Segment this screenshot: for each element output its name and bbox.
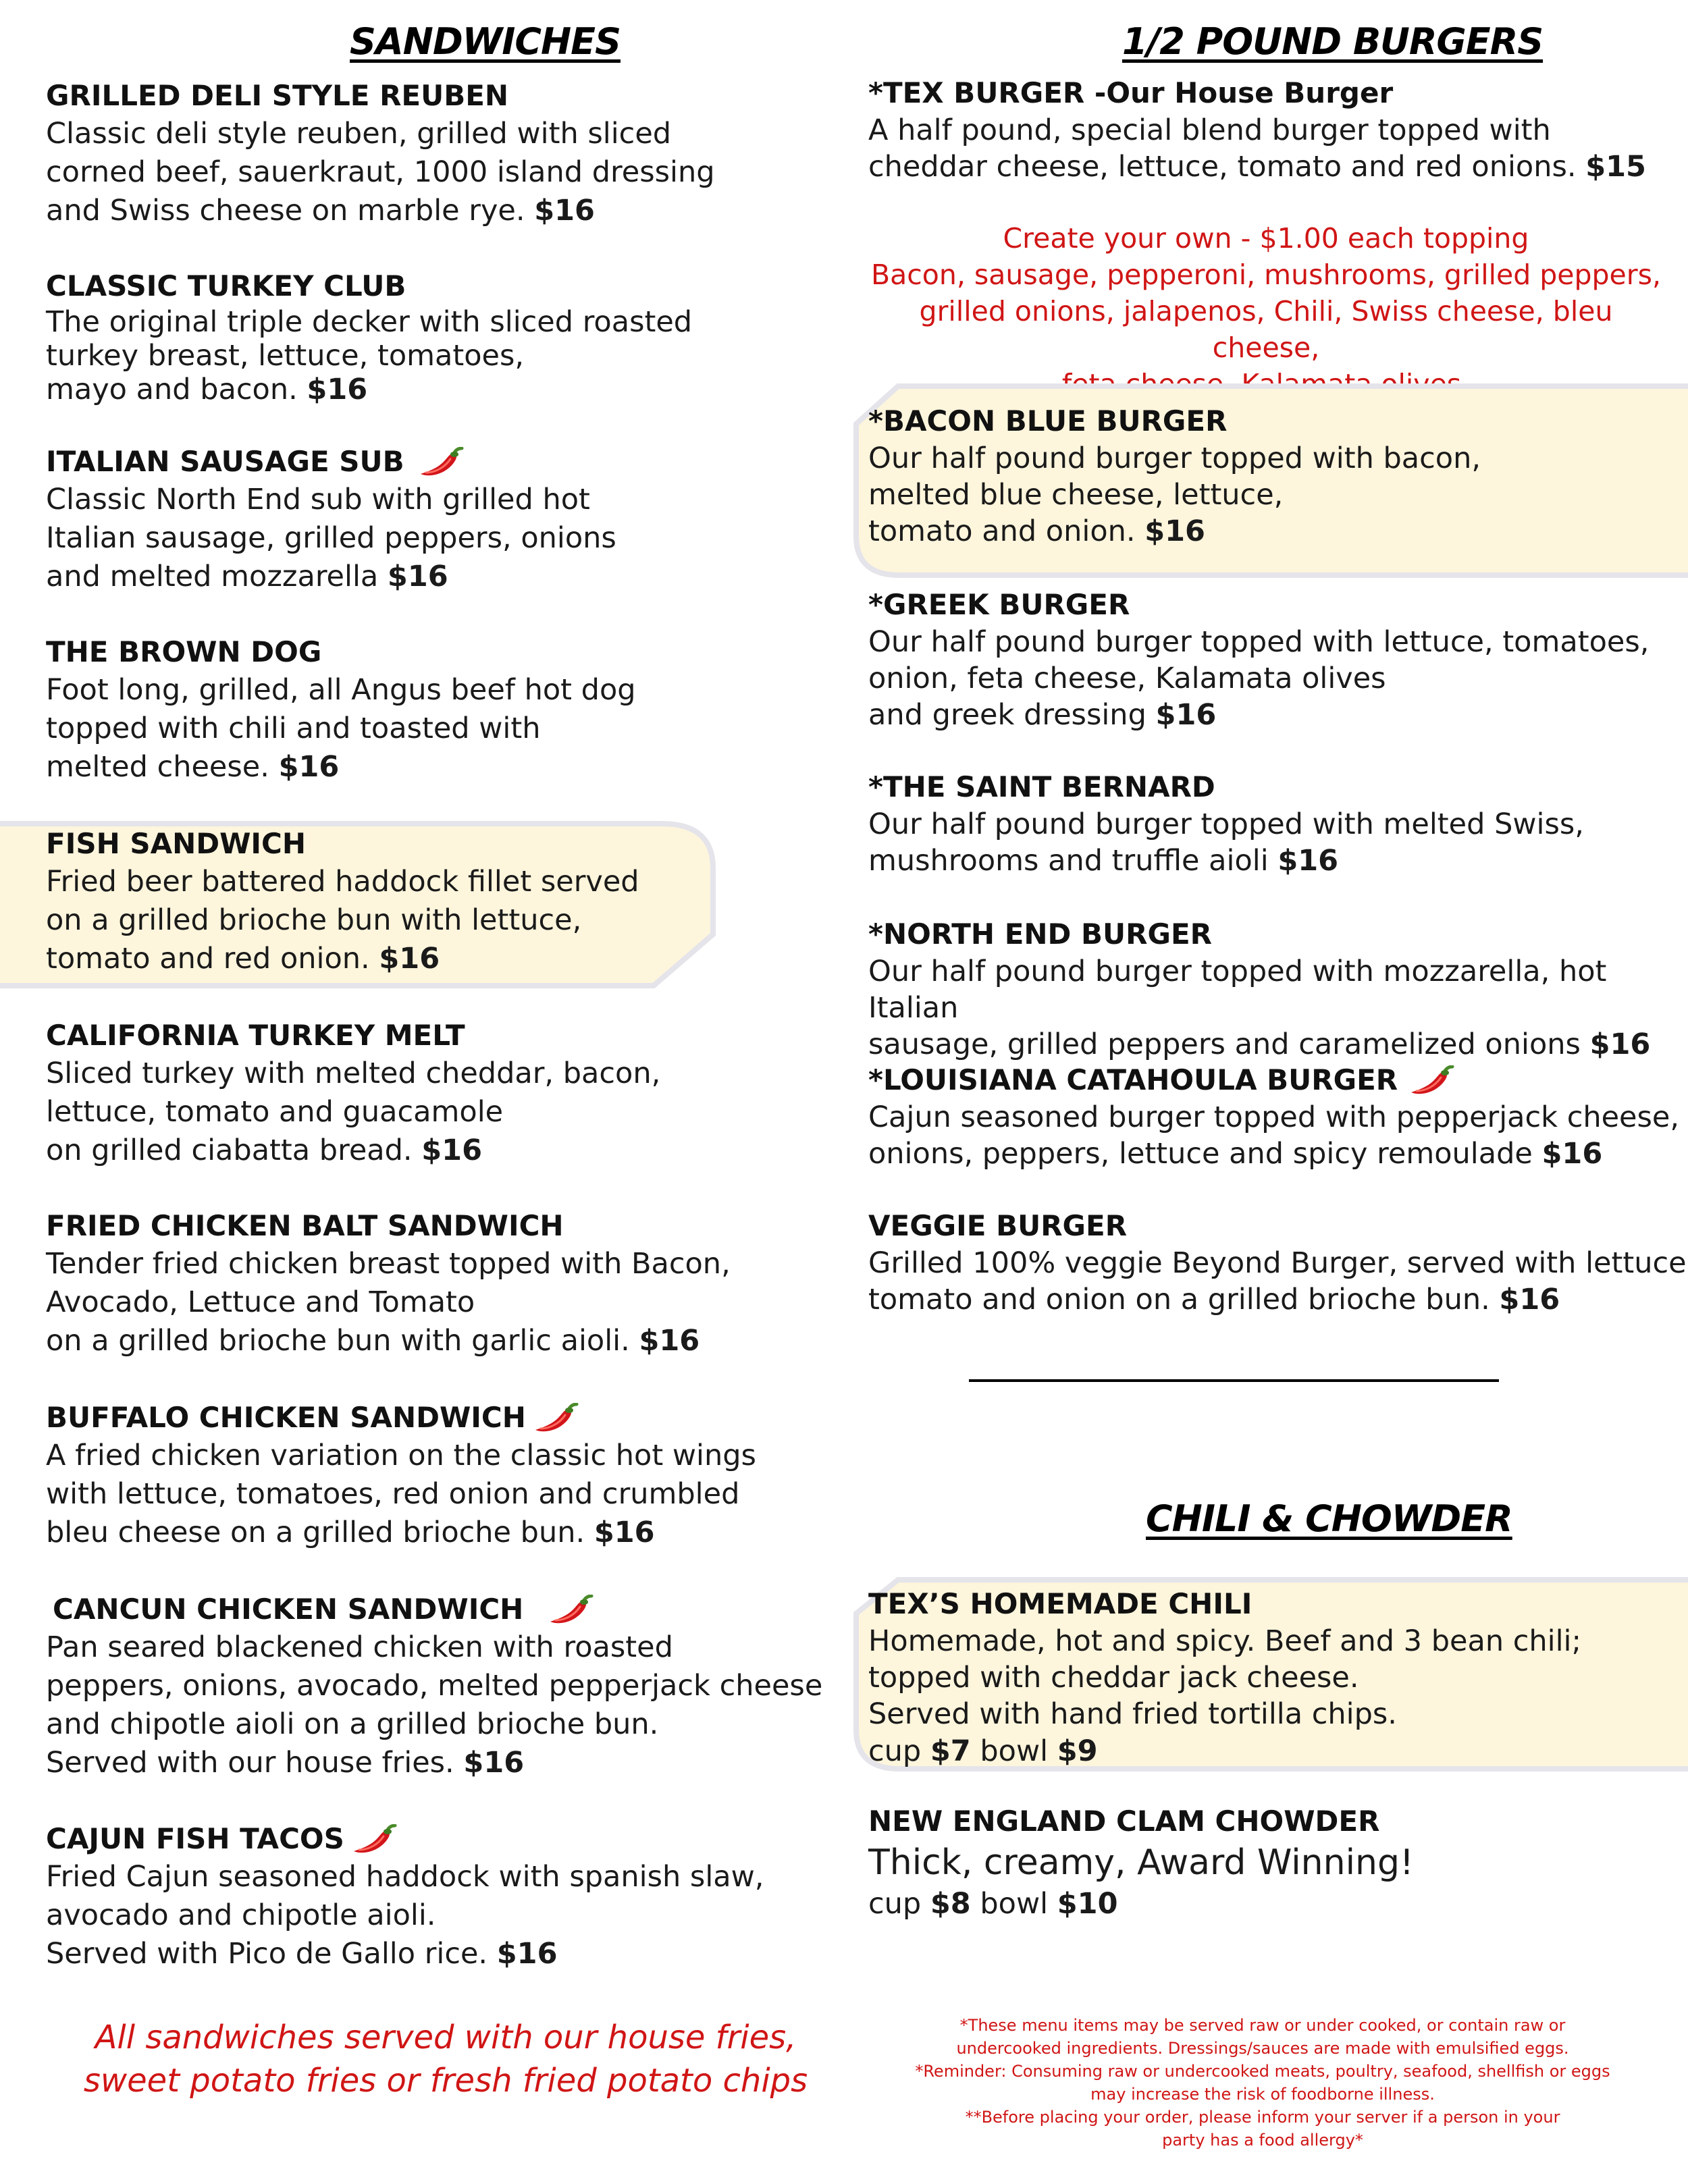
item-price: $16 — [307, 373, 368, 406]
section-divider — [969, 1379, 1499, 1382]
description-text: Tender fried chicken breast topped with Bacon, Avocado, Lettuce and Tomato on a grilled brioche bun with garlic aioli. — [46, 1247, 731, 1358]
chili-chowder-heading: CHILI & CHOWDER — [1146, 1497, 1512, 1540]
item-price: $16 — [387, 560, 448, 593]
menu-item-cancun-chicken — [46, 1591, 822, 1782]
item-price: $16 — [1155, 698, 1217, 732]
menu-item-turkey-club — [46, 267, 692, 406]
menu-item-brown-dog — [46, 633, 636, 787]
item-name: FISH SANDWICH — [46, 827, 307, 860]
description-text: Cajun seasoned burger topped with pepperjack cheese, onions, peppers, lettuce and spicy remoulade — [868, 1100, 1680, 1171]
item-name: *TEX BURGER -Our House Burger — [868, 76, 1394, 109]
menu-item-louisiana-catahoula — [868, 1061, 1679, 1172]
menu-item-tex-burger — [868, 74, 1646, 185]
description-text: Foot long, grilled, all Angus beef hot dog topped with chili and toasted with melted cheese. — [46, 673, 636, 784]
cup-label: cup — [868, 1734, 930, 1768]
item-price: $16 — [594, 1516, 655, 1549]
menu-item-clam-chowder — [868, 1803, 1414, 1923]
menu-item-saint-bernard — [868, 768, 1584, 879]
description-text: Sliced turkey with melted cheddar, bacon, lettuce, tomato and guacamole on grilled ciabatta bread. — [46, 1057, 661, 1167]
menu-item-homemade-chili — [868, 1585, 1581, 1771]
description-text: A fried chicken variation on the classic hot wings with lettuce, tomatoes, red onion and crumbled bleu cheese on a grilled brioche bun. — [46, 1439, 756, 1549]
chili-pepper-icon — [531, 1403, 579, 1437]
item-description — [868, 1245, 1687, 1318]
item-description — [868, 624, 1649, 733]
item-price: $16 — [379, 942, 440, 976]
burgers-heading: 1/2 POUND BURGERS — [1122, 20, 1544, 63]
description-text: Our half pound burger topped with mozzarella, hot Italian sausage, grilled peppers and caramelized onions — [868, 955, 1607, 1061]
item-name — [868, 1061, 1679, 1099]
item-description — [46, 1245, 731, 1360]
item-name: *BACON BLUE BURGER — [868, 404, 1228, 437]
item-name-text: CANCUN CHICKEN SANDWICH — [53, 1593, 524, 1626]
bowl-price: $9 — [1057, 1734, 1098, 1768]
description-text: Classic North End sub with grilled hot Italian sausage, grilled peppers, onions and melted mozzarella — [46, 483, 616, 593]
item-price: $16 — [1589, 1028, 1651, 1061]
item-prices — [868, 1732, 1581, 1771]
menu-item-greek-burger — [868, 586, 1649, 733]
item-description — [868, 440, 1481, 550]
menu-item-reuben — [46, 77, 715, 230]
menu-item-buffalo-chicken — [46, 1399, 756, 1552]
bowl-label: bowl — [970, 1734, 1057, 1768]
item-price: $15 — [1585, 150, 1646, 184]
item-name: GRILLED DELI STYLE REUBEN — [46, 79, 509, 112]
item-description — [868, 806, 1584, 879]
description-text: Our half pound burger topped with melted Swiss, mushrooms and truffle aioli — [868, 807, 1584, 878]
item-price: $16 — [534, 194, 595, 228]
chili-pepper-icon — [350, 1824, 397, 1858]
item-description — [46, 671, 636, 787]
item-prices — [868, 1885, 1414, 1923]
item-price: $16 — [278, 750, 340, 784]
chili-pepper-icon — [546, 1595, 594, 1628]
item-name — [46, 1399, 756, 1437]
item-name: *GREEK BURGER — [868, 588, 1130, 621]
menu-item-fried-chicken-balt — [46, 1207, 731, 1360]
item-name: THE BROWN DOG — [46, 635, 322, 668]
bowl-price: $10 — [1057, 1887, 1118, 1921]
item-name: CALIFORNIA TURKEY MELT — [46, 1019, 465, 1052]
item-name — [46, 443, 616, 481]
menu-item-fish-sandwich — [46, 825, 639, 978]
description-text: Our half pound burger topped with bacon, melted blue cheese, lettuce, tomato and onion. — [868, 442, 1481, 548]
description-text: Grilled 100% veggie Beyond Burger, served with lettuce tomato and onion on a grilled brioche bun. — [868, 1246, 1687, 1316]
item-description — [46, 863, 639, 978]
description-text: Classic deli style reuben, grilled with sliced corned beef, sauerkraut, 1000 island dressing and Swiss cheese on marble rye. — [46, 117, 715, 228]
item-price: $16 — [639, 1324, 700, 1358]
item-price: $16 — [1499, 1283, 1560, 1316]
item-name: CLASSIC TURKEY CLUB — [46, 269, 406, 302]
create-your-own-toppings: Create your own - $1.00 each topping Bacon, sausage, pepperoni, mushrooms, grilled peppers, grilled onions, jalapenos, Chili, Swiss cheese, bleu cheese, — [870, 222, 1662, 364]
cup-price: $8 — [930, 1887, 971, 1921]
item-tagline: Thick, creamy, Award Winning! — [868, 1842, 1414, 1883]
menu-item-north-end-burger — [868, 915, 1688, 1063]
item-name-text: CAJUN FISH TACOS — [46, 1822, 344, 1855]
item-description — [868, 953, 1688, 1063]
item-name-text: ITALIAN SAUSAGE SUB — [46, 445, 404, 478]
item-name-text: BUFFALO CHICKEN SANDWICH — [46, 1401, 526, 1434]
item-name — [46, 1591, 822, 1628]
item-name — [46, 1820, 764, 1858]
description-text: The original triple decker with sliced roasted turkey breast, lettuce, tomatoes, mayo and bacon. — [46, 305, 693, 406]
sides-note: All sandwiches served with our house fries, sweet potato fries or fresh fried potato chips — [83, 2019, 808, 2100]
cup-price: $7 — [930, 1734, 971, 1768]
bowl-label: bowl — [970, 1887, 1057, 1921]
description-text: Pan seared blackened chicken with roasted peppers, onions, avocado, melted pepperjack cheese and chipotle aioli on a grilled brioche bun. Served with our house fries. — [46, 1630, 823, 1780]
item-description — [46, 115, 715, 230]
description-text: Fried Cajun seasoned haddock with spanish slaw, avocado and chipotle aioli. Served with Pico de Gallo rice. — [46, 1860, 764, 1971]
item-name: TEX’S HOMEMADE CHILI — [868, 1587, 1252, 1620]
item-description — [46, 305, 692, 406]
item-name-text: *LOUISIANA CATAHOULA BURGER — [868, 1063, 1398, 1096]
item-description — [868, 112, 1646, 185]
item-name: NEW ENGLAND CLAM CHOWDER — [868, 1805, 1380, 1838]
menu-item-veggie-burger — [868, 1207, 1687, 1318]
menu-item-cajun-fish-tacos — [46, 1820, 764, 1973]
menu-item-california-turkey-melt — [46, 1017, 660, 1170]
sandwiches-heading: SANDWICHES — [350, 20, 621, 63]
item-name: *NORTH END BURGER — [868, 917, 1212, 951]
item-description — [46, 1628, 822, 1782]
item-price: $16 — [421, 1134, 483, 1167]
item-description — [46, 1055, 660, 1170]
item-description — [46, 481, 616, 596]
chili-pepper-icon — [1407, 1065, 1454, 1099]
item-price: $16 — [1541, 1137, 1603, 1171]
description-text: Fried beer battered haddock fillet served on a grilled brioche bun with lettuce, tomato and red onion. — [46, 865, 639, 976]
description-text: A half pound, special blend burger topped with cheddar cheese, lettuce, tomato and red onions. — [868, 113, 1577, 184]
item-description — [868, 1099, 1679, 1172]
item-price: $16 — [1277, 844, 1339, 878]
item-price: $16 — [496, 1937, 558, 1971]
description-text: Our half pound burger topped with lettuce, tomatoes, onion, feta cheese, Kalamata olives and greek dressing — [868, 625, 1650, 732]
item-name: FRIED CHICKEN BALT SANDWICH — [46, 1209, 564, 1242]
item-name: VEGGIE BURGER — [868, 1209, 1128, 1242]
chili-pepper-icon — [417, 447, 464, 481]
cup-label: cup — [868, 1887, 930, 1921]
item-description — [46, 1437, 756, 1552]
health-disclaimer: *These menu items may be served raw or under cooked, or contain raw or undercooked ingredients. Dressings/sauces are made with emulsified eggs. *Reminder: Consuming raw or undercooked meats, poultry, seafood, shellfish or eggs may increase the risk of foodborne illness. **Before placing your order, please inform your server if a person in your party has a food allergy* — [915, 2016, 1610, 2150]
menu-item-bacon-blue-burger — [868, 402, 1481, 550]
item-name: *THE SAINT BERNARD — [868, 770, 1215, 803]
menu-item-italian-sausage — [46, 443, 616, 596]
item-description — [46, 1858, 764, 1973]
item-price: $16 — [463, 1746, 525, 1780]
item-description: Homemade, hot and spicy. Beef and 3 bean chili; topped with cheddar jack cheese. Served with hand fried tortilla chips. — [868, 1624, 1581, 1731]
item-price: $16 — [1144, 514, 1205, 548]
